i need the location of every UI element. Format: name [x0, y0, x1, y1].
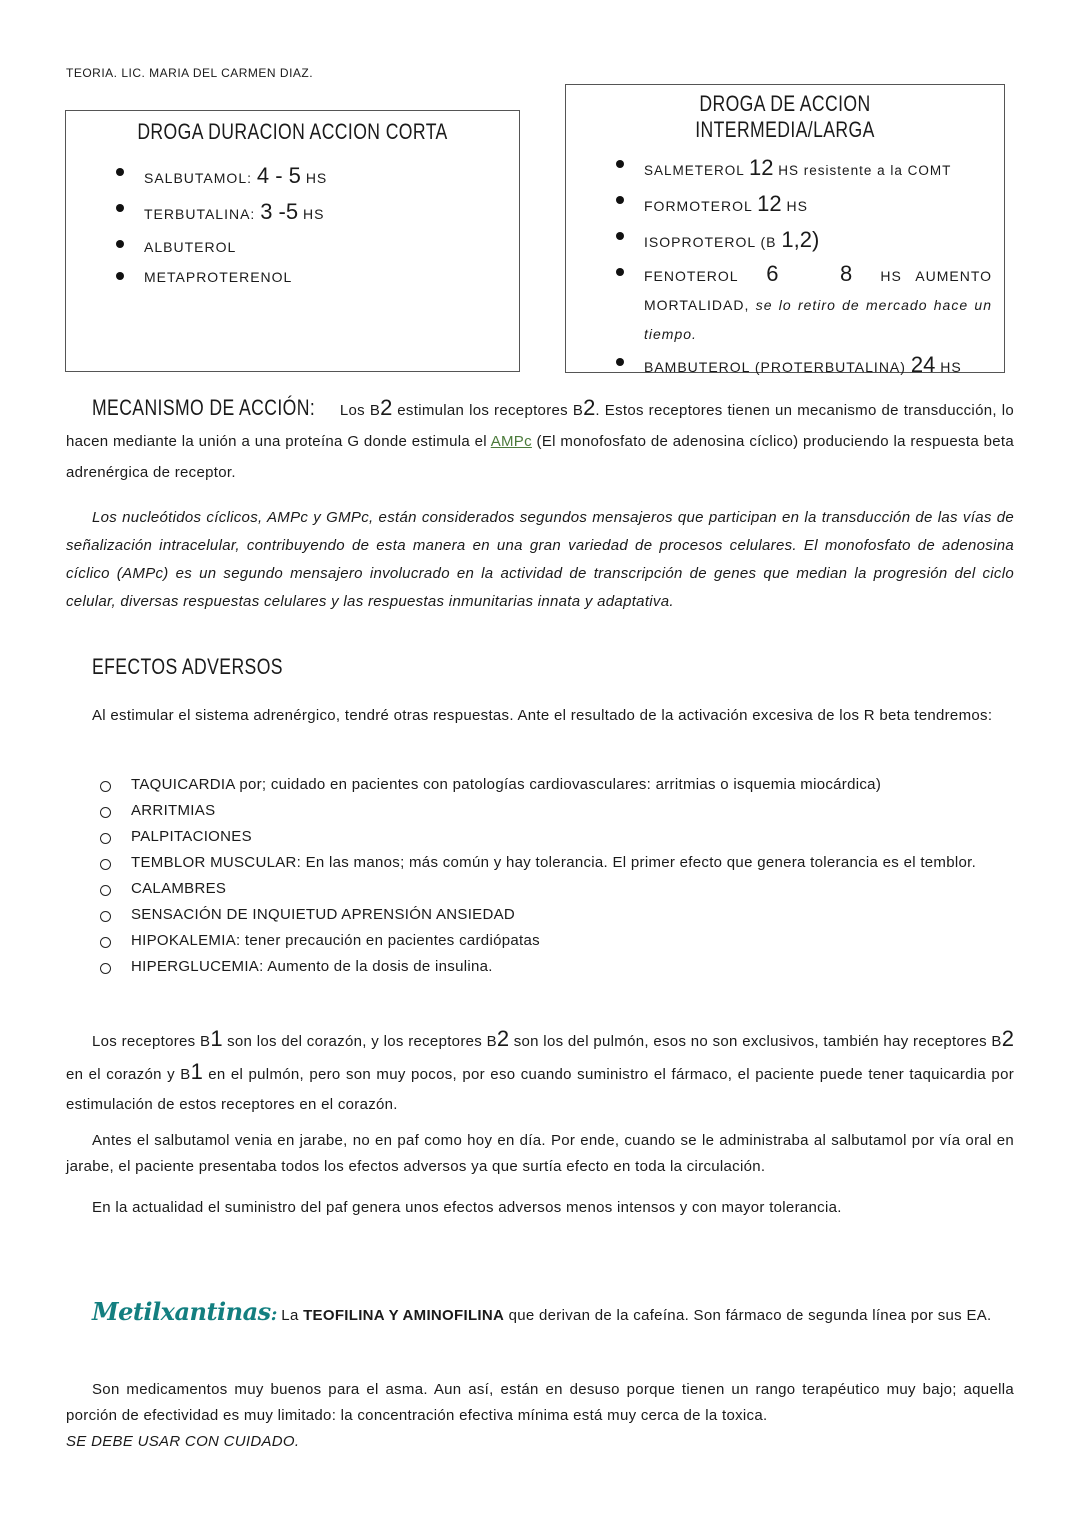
drug-alias: (PROTERBUTALINA) [754, 359, 906, 375]
text: que derivan de la cafeína. Son fármaco de segunda línea por sus EA. [504, 1307, 992, 1324]
short-acting-box [65, 110, 520, 372]
text: La [276, 1307, 304, 1324]
receptor-number: 2 [496, 1026, 510, 1051]
drug-item [66, 159, 519, 195]
long-acting-title: DROGA DE ACCION INTERMEDIA/LARGA [695, 91, 875, 142]
adverse-intro [66, 703, 1014, 729]
nucleotides-paragraph [66, 504, 1014, 616]
usage-text: Son medicamentos muy buenos para el asma. Aun así, están en desuso porque tienen un rango terapéutico muy bajo; aquella porción de efectividad es muy limitado: la concentración efectiva mínima está muy cerca de la toxica. [66, 1381, 1014, 1424]
mechanism-heading: MECANISMO DE ACCIÓN: [92, 395, 316, 420]
adverse-intro-text: Al estimular el sistema adrenérgico, tendré otras respuestas. Ante el resultado de la activación excesiva de los R beta tendremos: [92, 707, 993, 724]
actual-text: En la actualidad el suministro del paf genera unos efectos adversos menos intensos y con mayor tolerancia. [92, 1199, 842, 1216]
drug-duration: 6 8 [766, 261, 853, 286]
drug-item [566, 187, 1004, 223]
adverse-list [66, 772, 1014, 980]
adverse-item: ARRITMIAS [66, 798, 1014, 824]
text: Los receptores B [92, 1033, 211, 1050]
text: estimulan los receptores B [392, 402, 584, 419]
receptor-number: 1 [190, 1059, 203, 1084]
drug-note: HS AUMENTO MORTALIDAD, [644, 268, 993, 313]
adverse-item: CALAMBRES [66, 876, 1014, 902]
drug-name: SALMETEROL [644, 163, 745, 178]
text: en el pulmón, pero son muy pocos, por eso cuando suministro el fármaco, el paciente puede tener taquicardia por estimulación de estos receptores en el corazón. [66, 1066, 1015, 1113]
syrup-text: Antes el salbutamol venia en jarabe, no en paf como hoy en día. Por ende, cuando se le administraba al salbutamol por vía oral en jarabe, el paciente presentaba todos los efectos adversos ya que surtía efecto en toda la circulación. [66, 1132, 1014, 1175]
drug-name: ALBUTEROL [144, 239, 237, 255]
adverse-item: TEMBLOR MUSCULAR: En las manos; más común y hay tolerancia. El primer efecto que genera tolerancia es el temblor. [66, 850, 1014, 876]
text: . Estos receptores tienen un mecanismo de transducción, lo hacen mediante la unión a una proteína G donde estimula el [66, 402, 1014, 450]
adverse-heading-text: EFECTOS ADVERSOS [92, 654, 283, 679]
text: (El monofosfato de adenosina cíclico) produciendo la respuesta beta adrenérgica de receptor. [66, 433, 1014, 481]
drug-duration: 12 [757, 191, 782, 216]
receptors-paragraph [66, 1024, 1014, 1120]
adverse-item: SENSACIÓN DE INQUIETUD APRENSIÓN ANSIEDAD [66, 902, 1014, 928]
adverse-item: HIPOKALEMIA: tener precaución en pacientes cardiópatas [66, 928, 1014, 954]
methylxanthines-paragraph [66, 1292, 1014, 1336]
drug-duration: 4 - 5 [256, 163, 301, 188]
drug-duration: 3 -5 [260, 199, 299, 224]
drug-name: ISOPROTEROL [644, 234, 756, 250]
drug-unit: HS [303, 206, 325, 222]
drug-name: FENOTEROL [644, 268, 739, 284]
receptor-number: 1 [210, 1026, 223, 1051]
drug-item [566, 151, 1004, 187]
receptor-label: (B [760, 234, 777, 250]
receptor-number: 2 [380, 395, 393, 420]
caution-text: SE DEBE USAR CON CUIDADO. [66, 1433, 300, 1450]
short-acting-title: DROGA DURACION ACCION CORTA [137, 119, 448, 144]
drug-name: TERBUTALINA: [144, 206, 256, 222]
drug-duration: 24 [910, 352, 936, 377]
syrup-paragraph [66, 1128, 1014, 1180]
drug-note: HS resistente a la COMT [778, 163, 952, 178]
methylxanthines-heading: Metilxantinas [92, 1297, 271, 1326]
receptor-number: 2 [583, 395, 596, 420]
receptor-subtypes: 1,2) [781, 227, 820, 252]
ampc-link[interactable]: AMPc [490, 433, 532, 450]
adverse-heading [92, 654, 331, 680]
text: Los B [339, 402, 381, 419]
drug-unit: HS [786, 198, 808, 214]
drug-item [566, 223, 1004, 259]
long-acting-box [565, 84, 1005, 377]
mechanism-paragraph [66, 392, 1014, 488]
drug-name: METAPROTERENOL [144, 269, 293, 285]
drug-unit: HS [940, 359, 962, 375]
text: son los del pulmón, esos no son exclusivos, también hay receptores B [509, 1033, 1002, 1050]
drug-names-bold: TEOFILINA Y AMINOFILINA [303, 1307, 505, 1324]
receptor-number: 2 [1001, 1026, 1014, 1051]
drug-unit: HS [305, 170, 328, 186]
drug-remark: se lo retiro de mercado hace un tiempo. [644, 297, 993, 342]
drug-name: FORMOTEROL [644, 198, 753, 214]
author-header: TEORIA. LIC. MARIA DEL CARMEN DIAZ. [66, 66, 314, 80]
drug-item [66, 263, 519, 291]
heading-colon: : [270, 1304, 277, 1325]
text: son los del corazón, y los receptores B [222, 1033, 497, 1050]
methylxanthines-usage [66, 1377, 1014, 1455]
nucleotides-text: Los nucleótidos cíclicos, AMPc y GMPc, están considerados segundos mensajeros que participan en la transducción de las vías de señalización intracelular, contribuyendo de esta manera en una gran variedad de procesos celulares. El monofosfato de adenosina cíclico (AMPc) es un segundo mensajero involucrado en la actividad de transcripción de genes que median la progresión del ciclo celular, diversas respuestas celulares y las respuestas inmunitarias innata y adaptativa. [66, 509, 1014, 610]
drug-item [66, 231, 519, 263]
drug-item [66, 195, 519, 231]
actual-paragraph [66, 1195, 1014, 1221]
text: en el corazón y B [66, 1066, 191, 1083]
adverse-item: PALPITACIONES [66, 824, 1014, 850]
drug-name: BAMBUTEROL [644, 359, 750, 375]
drug-duration: 12 [749, 155, 774, 180]
drug-item [566, 349, 1004, 383]
drug-name: SALBUTAMOL: [144, 170, 252, 186]
adverse-item: TAQUICARDIA por; cuidado en pacientes con patologías cardiovasculares: arritmias o isquemia miocárdica) [66, 772, 1014, 798]
drug-item [566, 259, 1004, 349]
adverse-item: HIPERGLUCEMIA: Aumento de la dosis de insulina. [66, 954, 1014, 980]
